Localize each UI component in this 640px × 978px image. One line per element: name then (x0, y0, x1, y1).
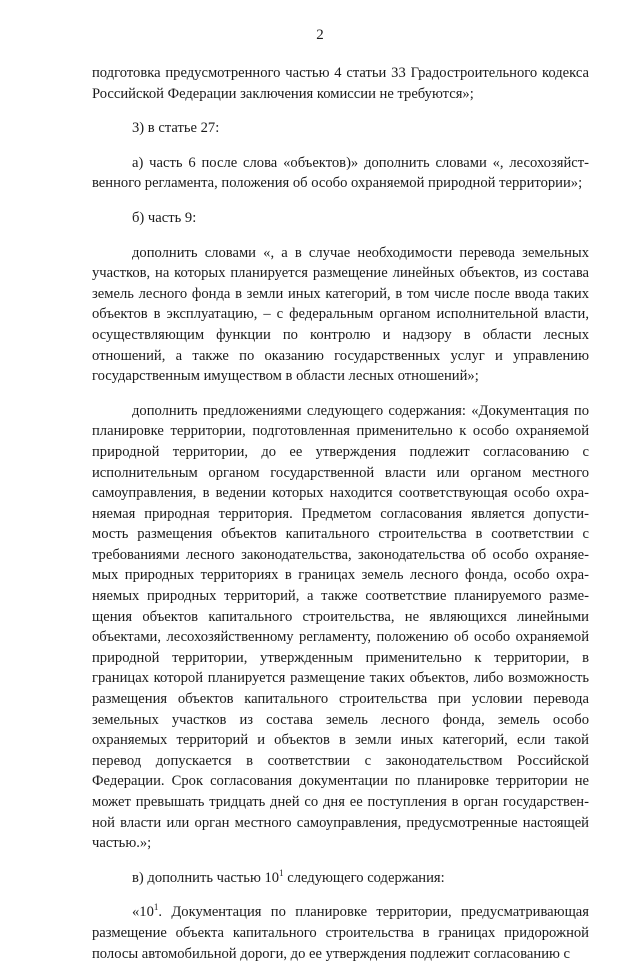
paragraph-text: . Документация по планировке территории, предусматривающая размещение объекта капитального строительства в границах придорожной полосы автомобильной дороги, до ее утверждения подлежит согласованию с (92, 904, 589, 962)
document-body (92, 63, 589, 978)
paragraph-part-9: б) часть 9: (132, 209, 197, 226)
paragraph-continuation: подготовка предусмотренного частью 4 статьи 33 Градостроительного кодекса Российской Федерации заключения комиссии не требуются»; (92, 65, 589, 102)
paragraph-supplement-sentences: дополнить предложениями следующего содержания: «Документация по планировке территории, подготовленная применительно к особо охраняемой природной территории, до ее утверждения подлежит согласованию с исполнительным органом государственной власти или органом местного самоуправления, в ведении которых находится соответствующая особо охраняемая природная территория. Предметом согласования является допустимость размещения объектов капитального строительства в соответствии с требованиями лесного законодательства, законодательства об особо охраняемых природных территориях в границах земель лесного фонда, особо охраняемых природных территорий, а также соответствие планируемого размещения объектов капитального строительства, не являющихся линейными объектами, лесохозяйственному регламенту, положению об особо охраняемой природной территории, утвержденным применительно к территории, в границах которой планируется размещение таких объектов, либо возможность размещения объектов капитального строительства при условии перевода земельных участков из состава земель лесного фонда, земель особо охраняемых территорий и объектов в земли иных категорий, если такой перевод допускается в соответствии с законодательством Российской Федерации. Срок согласования документации по планировке территории не может превышать тридцать дней со дня ее поступления в орган государственной власти или орган местного самоуправления, предусмотренные настоящей частью.»; (92, 402, 589, 852)
paragraph-text: в) дополнить частью 10 (132, 869, 280, 886)
paragraph-add-part-10-1 (92, 868, 589, 889)
paragraph-supplement-words: дополнить словами «, а в случае необходимости перевода земельных участков, на которых планируется размещение линейных объектов, из состава земель лесного фонда в земли иных категорий, в том числе после ввода таких объектов в эксплуатацию, – с федеральным органом исполнительной власти, осуществляющим функции по контролю и надзору в области лесных отношений, а также по оказанию государственных услуг и управлению государственным имуществом в области лесных отношений»; (92, 244, 589, 385)
superscript: 1 (153, 902, 159, 913)
paragraph-text: «10 (132, 904, 154, 921)
paragraph-text: следующего содержания: (283, 869, 445, 886)
paragraph-part-10-1-text (92, 902, 589, 964)
superscript: 1 (279, 867, 284, 878)
page-number: 2 (316, 27, 324, 43)
paragraph-part-6: а) часть 6 после слова «объектов)» дополнить словами «, лесохозяйственного регламента, положения об особо охраняемой природной территории»; (92, 154, 589, 192)
paragraph-article-27: 3) в статье 27: (132, 120, 220, 137)
